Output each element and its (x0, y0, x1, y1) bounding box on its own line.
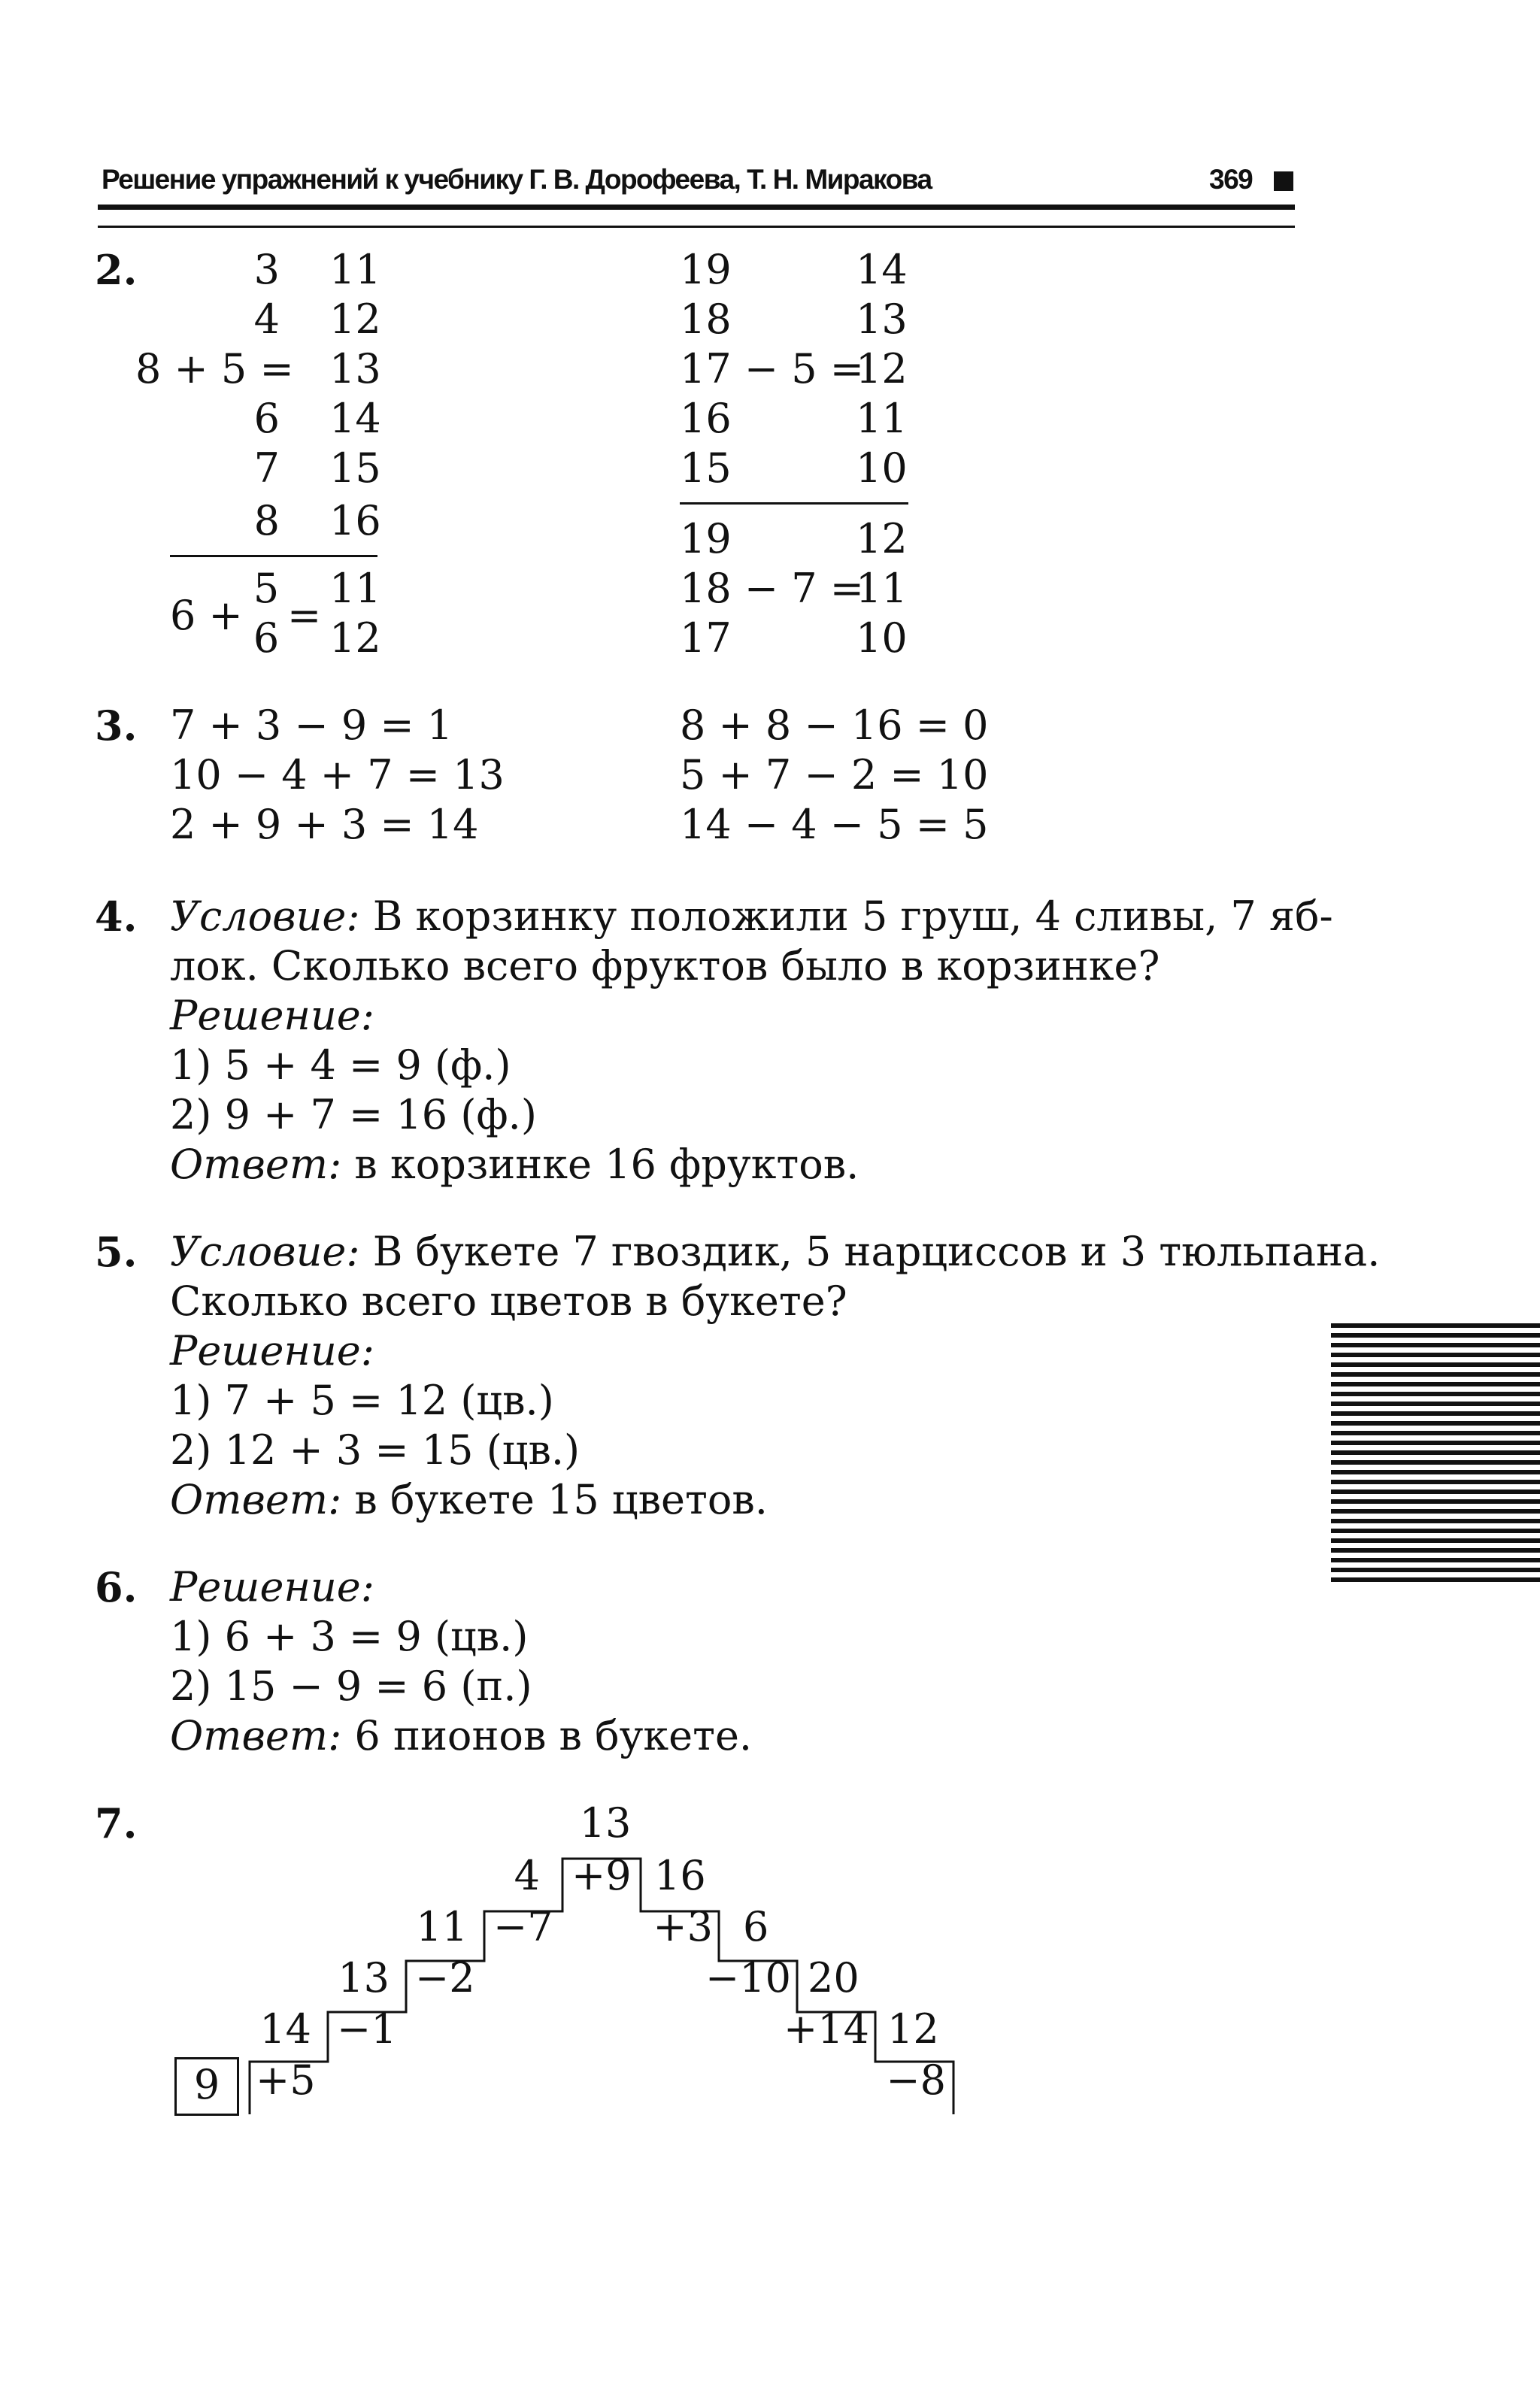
answer-text: 6 пионов в букете. (341, 1712, 753, 1759)
running-header-title: Решение упражнений к учебнику Г. В. Дорофеева, Т. Н. Миракова (102, 164, 932, 195)
answer-text: в букете 15 цветов. (341, 1476, 768, 1523)
answer-label: Ответ: (170, 1476, 342, 1523)
exercise-number: 3. (95, 702, 138, 750)
cell: 19 (680, 246, 732, 293)
stair-left-op: +9 (571, 1852, 632, 1899)
cell: 14 (329, 395, 381, 442)
solution-step: 1) 7 + 5 = 12 (цв.) (170, 1377, 554, 1424)
cell: 8 (253, 497, 280, 544)
solution-label: Решение: (170, 992, 374, 1039)
stair-right-value: 20 (808, 1954, 859, 2002)
cell: 5 (253, 565, 280, 612)
cell: 19 (680, 515, 732, 562)
equation: 7 + 3 − 9 = 1 (170, 702, 453, 749)
cell: 6 (253, 395, 280, 442)
cell: 11 (856, 395, 908, 442)
cell: 15 (680, 444, 732, 492)
cell: 15 (329, 444, 381, 492)
cell: 18 − 7 = (680, 565, 865, 612)
cell: 7 (253, 444, 280, 492)
cell: 16 (329, 497, 381, 544)
exercise-number: 2. (95, 246, 138, 294)
stair-left-op: −2 (415, 1954, 475, 2002)
cell: 12 (856, 515, 908, 562)
cell: 13 (329, 345, 381, 392)
stair-right-value: 6 (743, 1903, 769, 1950)
condition-label: Условие: (170, 892, 360, 940)
exercise-number: 4. (95, 892, 138, 941)
cell: 11 (329, 565, 381, 612)
condition-text: В корзинку положили 5 груш, 4 сливы, 7 яб- (359, 892, 1333, 940)
equation: 14 − 4 − 5 = 5 (680, 801, 989, 848)
equation: 2 + 9 + 3 = 14 (170, 801, 479, 848)
answer-label: Ответ: (170, 1141, 342, 1188)
condition-text: В букете 7 гвоздик, 5 нарциссов и 3 тюльпана. (359, 1228, 1381, 1275)
solution-label: Решение: (170, 1563, 374, 1611)
cell: 12 (329, 295, 381, 343)
stair-right-op: −10 (705, 1954, 791, 2002)
equation: 8 + 8 − 16 = 0 (680, 702, 989, 749)
cell: 10 (856, 614, 908, 662)
start-value: 9 (193, 2061, 220, 2108)
cell: 18 (680, 295, 732, 343)
cell: 12 (856, 345, 908, 392)
exercise-number: 5. (95, 1228, 138, 1276)
solution-label: Решение: (170, 1327, 374, 1374)
solution-step: 1) 6 + 3 = 9 (цв.) (170, 1613, 529, 1660)
equation: 10 − 4 + 7 = 13 (170, 751, 505, 799)
equation: 5 + 7 − 2 = 10 (680, 751, 989, 799)
stair-right-value: 16 (654, 1852, 706, 1899)
stair-right-op: +14 (784, 2005, 869, 2053)
cell: 14 (856, 246, 908, 293)
cell: 11 (329, 246, 381, 293)
ex2-left-bottom-prefix: 6 + (170, 592, 243, 639)
stair-left-value: 13 (338, 1954, 390, 2002)
answer-text: в корзинке 16 фруктов. (341, 1141, 859, 1188)
solution-step: 2) 15 − 9 = 6 (п.) (170, 1662, 532, 1710)
solution-step: 2) 9 + 7 = 16 (ф.) (170, 1091, 537, 1138)
cell: 4 (253, 295, 280, 343)
stair-top-value: 13 (579, 1799, 632, 1847)
stair-right-op: −8 (886, 2056, 946, 2104)
cell: 11 (856, 565, 908, 612)
condition-line-2: Сколько всего цветов в букете? (170, 1277, 847, 1325)
cell: 17 (680, 614, 732, 662)
ex2-left-bottom-eq: = (287, 592, 322, 639)
exercise-number: 7. (95, 1799, 138, 1847)
stair-left-value: 4 (514, 1852, 540, 1899)
cell: 12 (329, 614, 381, 662)
stair-left-value: 14 (259, 2005, 311, 2053)
cell: 6 (253, 614, 280, 662)
cell: 10 (856, 444, 908, 492)
stair-left-value: 11 (416, 1903, 468, 1950)
stair-left-op: −7 (493, 1903, 553, 1950)
cell: 17 − 5 = (680, 345, 865, 392)
page-number: 369 (1209, 164, 1253, 195)
cell: 13 (856, 295, 908, 343)
stair-left-op: +5 (256, 2056, 316, 2104)
condition-label: Условие: (170, 1228, 360, 1275)
solution-step: 1) 5 + 4 = 9 (ф.) (170, 1041, 511, 1089)
condition-line-2: лок. Сколько всего фруктов было в корзинке? (170, 942, 1160, 989)
answer-label: Ответ: (170, 1712, 342, 1759)
stair-left-op: −1 (337, 2005, 397, 2053)
exercise-number: 6. (95, 1563, 138, 1611)
cell: 3 (253, 246, 280, 293)
solution-step: 2) 12 + 3 = 15 (цв.) (170, 1426, 581, 1474)
cell: 16 (680, 395, 732, 442)
stair-right-value: 12 (887, 2005, 939, 2053)
cell: 8 + 5 = (135, 345, 294, 392)
stair-right-op: +3 (653, 1903, 713, 1950)
